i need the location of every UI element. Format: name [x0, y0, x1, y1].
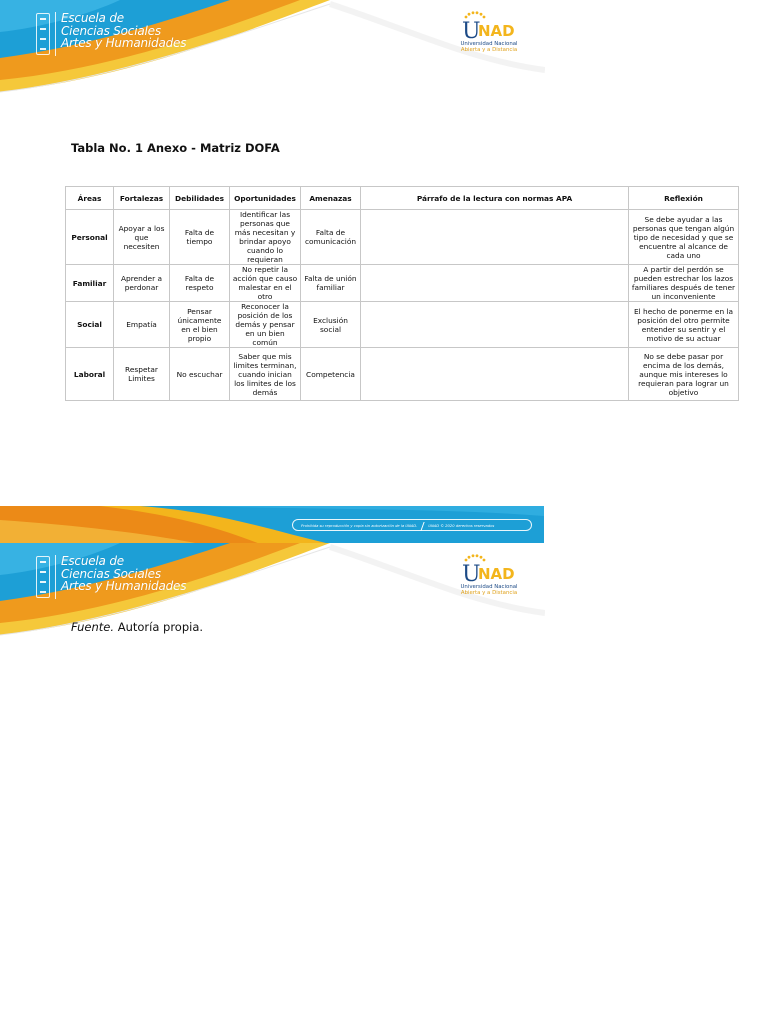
column-header: Reflexión: [629, 187, 739, 210]
table-title: Tabla No. 1 Anexo - Matriz DOFA: [71, 141, 280, 155]
source-label: Fuente.: [71, 620, 115, 634]
cell-oportunidades: Saber que mis limites terminan, cuando inician los limites de los demás: [230, 348, 301, 401]
cell-parrafo: [361, 265, 629, 302]
cell-oportunidades: Identificar las personas que más necesitan y brindar apoyo cuando lo requieran: [230, 210, 301, 265]
school-wordmark: [36, 12, 186, 56]
school-line: Escuela de: [61, 11, 124, 25]
unad-logo-mark-icon: [460, 554, 518, 584]
ecsah-emblem-icon: [36, 13, 50, 55]
cell-amenazas: Falta de unión familiar: [301, 265, 361, 302]
school-line: Ciencias Sociales: [61, 566, 161, 581]
unad-logo: [455, 554, 523, 596]
reproduction-notice: Prohibida su reproducción y copia sin autorización de la UNAD.: [301, 524, 418, 528]
cell-amenazas: Exclusión social: [301, 302, 361, 348]
logo-line2: Abierta y a Distancia: [460, 590, 518, 597]
school-wordmark: [36, 555, 186, 599]
cell-reflexion: Se debe ayudar a las personas que tengan algún tipo de necesidad y que se encuentre al alcance de cada uno: [629, 210, 739, 265]
unad-logo: [455, 11, 523, 53]
table-row: [66, 210, 739, 265]
table-row: [66, 348, 739, 401]
logo-initial: U: [462, 19, 481, 41]
cell-oportunidades: Reconocer la posición de los demás y pensar en un bien común: [230, 302, 301, 348]
cell-amenazas: Competencia: [301, 348, 361, 401]
logo-line1: Universidad Nacional: [460, 584, 518, 590]
copyright-text: UNAD © 2020 derechos reservados: [428, 524, 495, 528]
copyright-notice: [292, 519, 532, 531]
logo-initial: U: [462, 562, 481, 584]
cell-debilidades: Falta de tiempo: [170, 210, 230, 265]
column-header: Párrafo de la lectura con normas APA: [361, 187, 629, 210]
table-row: [66, 302, 739, 348]
source-note: [71, 620, 203, 634]
cell-parrafo: [361, 348, 629, 401]
school-line: Ciencias Sociales: [61, 23, 161, 38]
logo-line1: Universidad Nacional: [460, 41, 518, 47]
wordmark-divider: [55, 12, 56, 56]
wordmark-divider: [55, 555, 56, 599]
table-header-row: [66, 187, 739, 210]
header-banner-top: [0, 0, 545, 100]
cell-debilidades: Pensar únicamente en el bien propio: [170, 302, 230, 348]
cell-reflexion: A partir del perdón se pueden estrechar los lazos familiares después de tener un inconveniente: [629, 265, 739, 302]
column-header: Debilidades: [170, 187, 230, 210]
unad-logo-mark-icon: [460, 11, 518, 41]
ecsah-emblem-icon: [36, 556, 50, 598]
cell-area: Familiar: [66, 265, 114, 302]
cell-area: Personal: [66, 210, 114, 265]
school-line: Escuela de: [61, 554, 124, 568]
column-header: Amenazas: [301, 187, 361, 210]
cell-amenazas: Falta de comunicación: [301, 210, 361, 265]
school-name: [61, 555, 186, 593]
column-header: Fortalezas: [114, 187, 170, 210]
table-row: [66, 265, 739, 302]
cell-reflexion: No se debe pasar por encima de los demás, aunque mis intereses lo requieran para lograr un objetivo: [629, 348, 739, 401]
notice-separator: [421, 522, 425, 531]
cell-oportunidades: No repetir la acción que causo malestar en el otro: [230, 265, 301, 302]
cell-parrafo: [361, 210, 629, 265]
cell-debilidades: No escuchar: [170, 348, 230, 401]
column-header: Oportunidades: [230, 187, 301, 210]
logo-name: NAD: [478, 565, 515, 583]
school-line: Artes y Humanidades: [61, 579, 187, 594]
school-line: Artes y Humanidades: [61, 36, 187, 51]
logo-line2: Abierta y a Distancia: [460, 47, 518, 54]
cell-fortalezas: Apoyar a los que necesiten: [114, 210, 170, 265]
cell-fortalezas: Empatía: [114, 302, 170, 348]
cell-area: Laboral: [66, 348, 114, 401]
cell-reflexion: El hecho de ponerme en la posición del otro permite entender su sentir y el motivo de su actuar: [629, 302, 739, 348]
cell-fortalezas: Respetar Limites: [114, 348, 170, 401]
cell-parrafo: [361, 302, 629, 348]
source-text: Autoría propia.: [117, 620, 204, 634]
school-name: [61, 12, 186, 50]
cell-area: Social: [66, 302, 114, 348]
dofa-matrix-table: [65, 186, 739, 401]
cell-fortalezas: Aprender a perdonar: [114, 265, 170, 302]
cell-debilidades: Falta de respeto: [170, 265, 230, 302]
column-header: Áreas: [66, 187, 114, 210]
footer-strip: [0, 506, 544, 544]
logo-name: NAD: [478, 22, 515, 40]
